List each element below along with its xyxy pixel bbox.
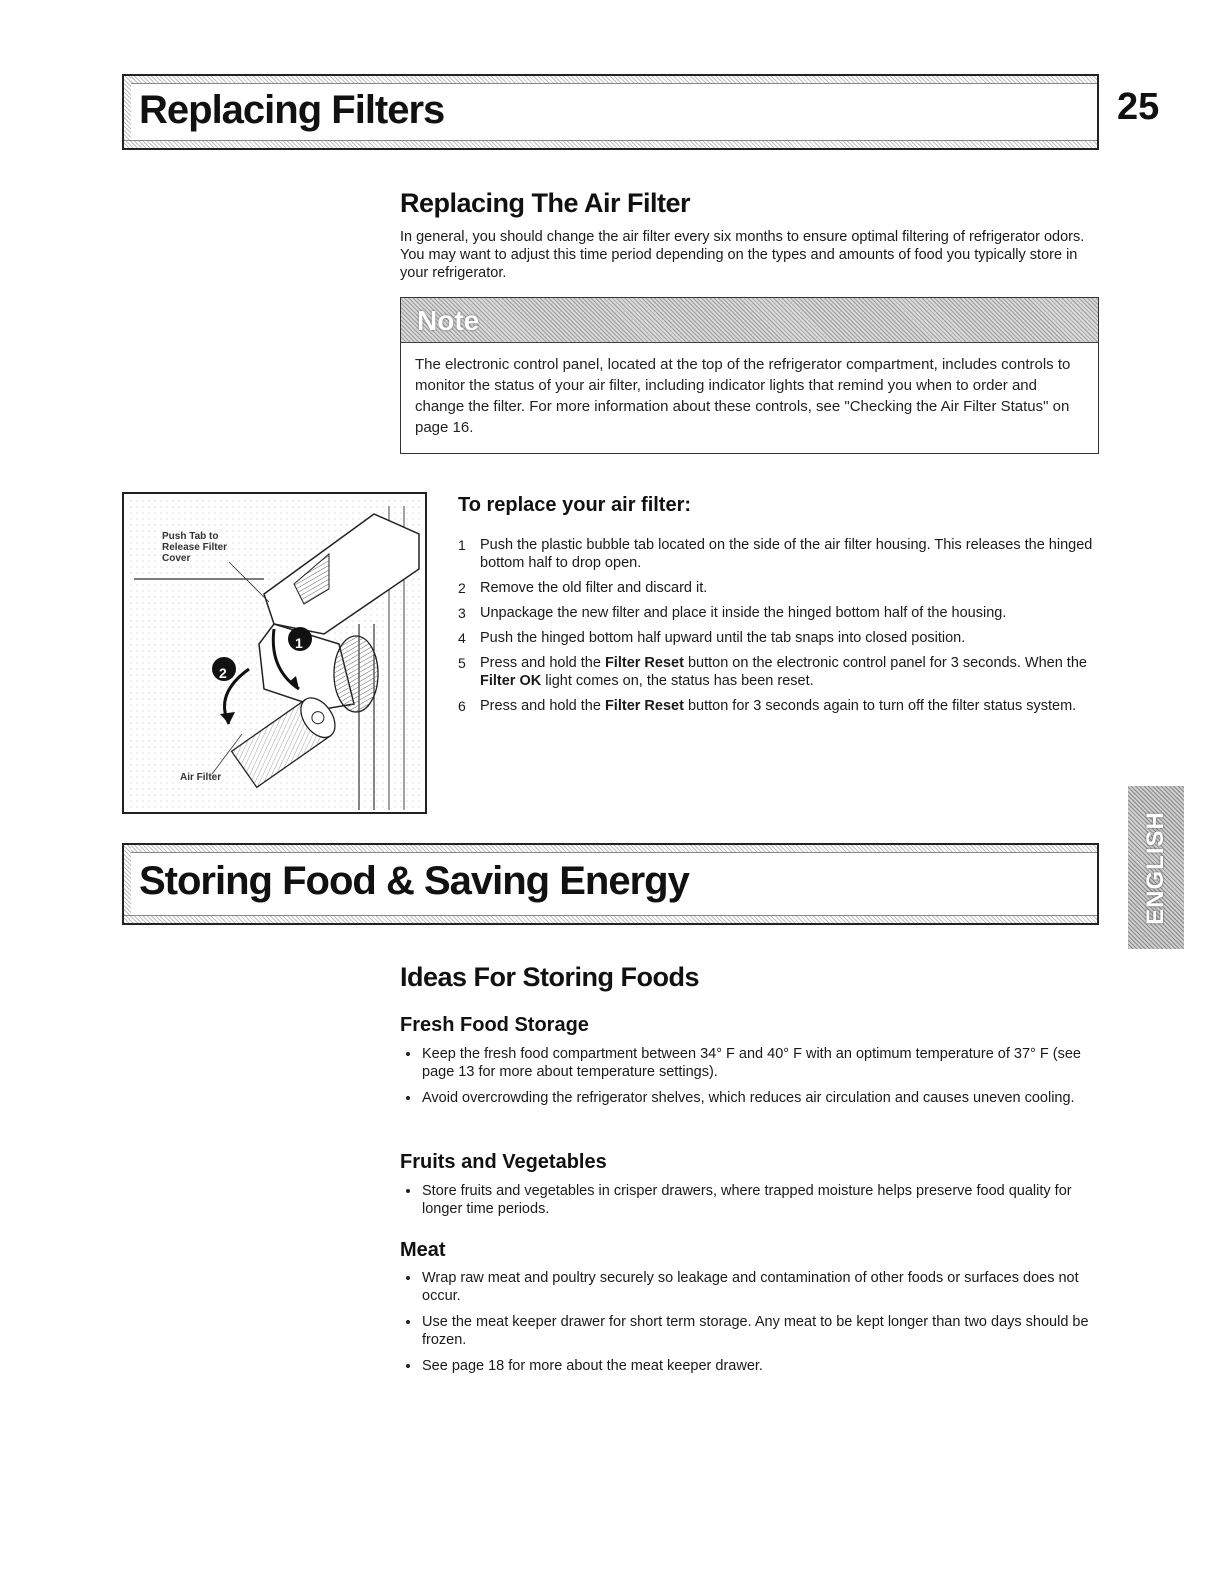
steps-heading: To replace your air filter: (458, 494, 692, 516)
section-banner-replacing-filters (122, 74, 1099, 150)
meat-list (402, 1269, 1102, 1383)
section-title: Replacing Filters (139, 88, 445, 132)
language-tab (1128, 786, 1184, 949)
step-item: 2 Remove the old filter and discard it. (458, 580, 708, 596)
air-filter-label: Air Filter (180, 772, 222, 783)
fruits-list (402, 1182, 1102, 1226)
list-item: Store fruits and vegetables in crisper drawers, where trapped moisture helps preserve food quality for longer time periods. (402, 1182, 1102, 1218)
note-text: The electronic control panel, located at the top of the refrigerator compartment, includes controls to monitor the status of your air filter, including indicator lights that remind you when to order and change the filter. For more information about these controls, see "Checking the Air Filter Status" on page 16. (415, 356, 1071, 436)
air-filter-heading: Replacing The Air Filter (400, 188, 691, 218)
list-item: Wrap raw meat and poultry securely so leakage and contamination of other foods or surfaces does not occur. (402, 1269, 1102, 1305)
list-item: Keep the fresh food compartment between 34° F and 40° F with an optimum temperature of 37° F (see page 13 for more about temperature settings). (402, 1045, 1102, 1081)
note-label: Note (417, 305, 480, 336)
section-title: Storing Food & Saving Energy (139, 859, 689, 903)
meat-heading: Meat (400, 1239, 446, 1261)
section-banner-storing-food (122, 843, 1099, 925)
step-item: 3 Unpackage the new filter and place it inside the hinged bottom half of the housing. (458, 605, 1007, 621)
fresh-food-list (402, 1045, 1102, 1115)
air-filter-intro: In general, you should change the air filter every six months to ensure optimal filtering of refrigerator odors. You may want to adjust this time period depending on the types and amounts of food you typically store in your refrigerator. (400, 229, 1085, 281)
step-item: 4 Push the hinged bottom half upward until the tab snaps into closed position. (458, 630, 966, 646)
push-tab-label: Push Tab to Release Filter Cover (162, 531, 228, 564)
fruits-heading: Fruits and Vegetables (400, 1151, 607, 1173)
step-badge-2: 2 (219, 665, 227, 681)
note-box (400, 297, 1099, 454)
list-item: See page 18 for more about the meat keeper drawer. (402, 1357, 1102, 1375)
fresh-food-heading: Fresh Food Storage (400, 1014, 589, 1036)
step-item: 6 Press and hold the Filter Reset button for 3 seconds again to turn off the filter status system. (458, 698, 1077, 714)
list-item: Use the meat keeper drawer for short term storage. Any meat to be kept longer than two days should be frozen. (402, 1313, 1102, 1349)
replace-steps (458, 536, 1098, 722)
air-filter-illustration (122, 492, 427, 814)
step-item: 1 Push the plastic bubble tab located on the side of the air filter housing. This releases the hinged bottom half to drop open. (458, 537, 1093, 571)
step-badge-1: 1 (295, 635, 303, 651)
note-header (401, 298, 1098, 343)
list-item: Avoid overcrowding the refrigerator shelves, which reduces air circulation and causes uneven cooling. (402, 1089, 1102, 1107)
language-tab-label: ENGLISH (1142, 810, 1169, 925)
page-number: 25 (1117, 86, 1160, 128)
storing-foods-heading: Ideas For Storing Foods (400, 962, 700, 992)
step-item: 5 Press and hold the Filter Reset button on the electronic control panel for 3 seconds. When the Filter OK light comes on, the status has been reset. (458, 655, 1087, 689)
